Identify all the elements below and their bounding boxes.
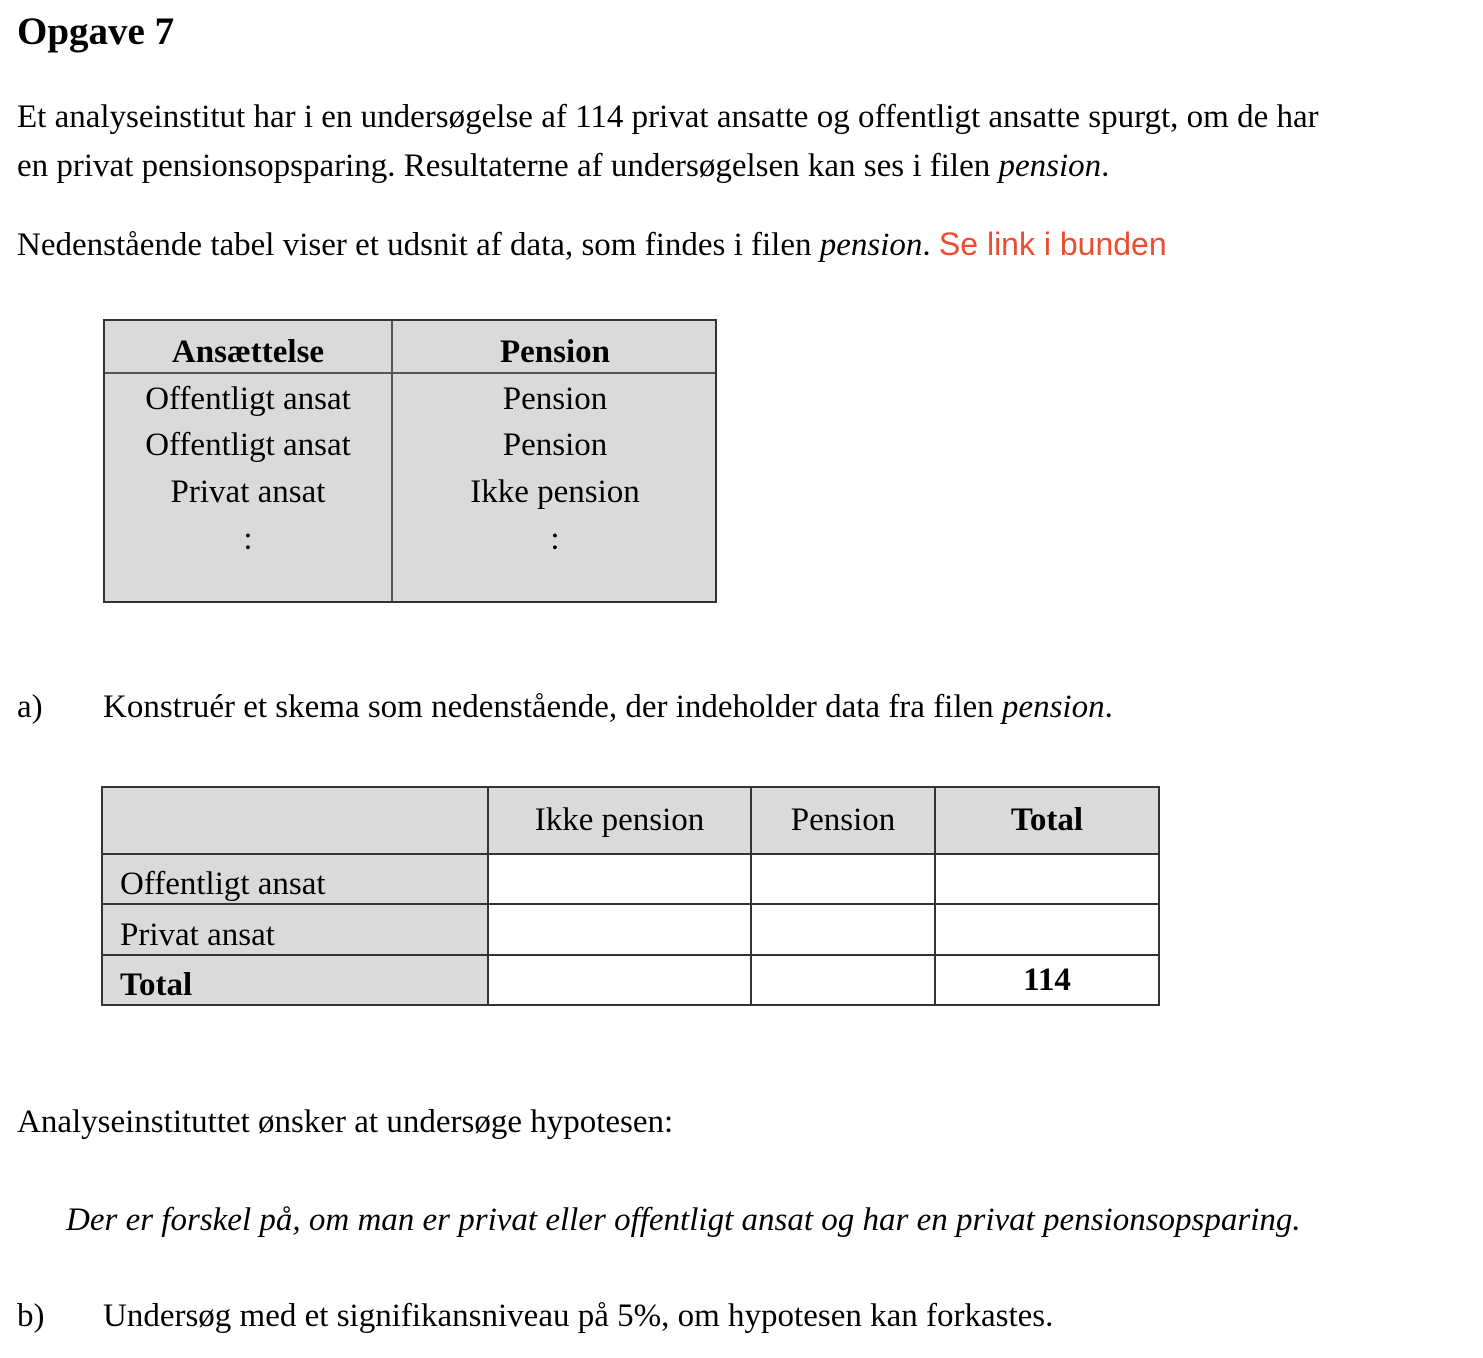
answer-cell[interactable] [751, 955, 935, 1005]
col-header-no-pension: Ikke pension [488, 787, 751, 854]
sample-cell: Privat ansat [170, 474, 326, 510]
answer-cell[interactable] [935, 854, 1159, 904]
intro-paragraph [17, 93, 1319, 191]
col-header-total: Total [935, 787, 1159, 854]
file-name: pension [819, 227, 923, 263]
hypothesis-statement [66, 1196, 1301, 1245]
question-a-body: Konstruér et skema som nedenstående, der indeholder data fra filen [103, 689, 1002, 725]
header-pension: Pension [499, 334, 611, 370]
sample-cell: Ikke pension [470, 474, 640, 510]
task-title: Opgave 7 [17, 10, 175, 53]
question-b-label: b) [17, 1298, 45, 1334]
hypothesis-text: Der er forskel på, om man er privat eller offentligt ansat og har en privat pensionsopsparing. [66, 1202, 1301, 1238]
ellipsis-cell: : [550, 521, 560, 557]
row-label-total: Total [102, 955, 488, 1005]
question-b-text: Undersøg med et signifikansniveau på 5%, om hypotesen kan forkastes. [103, 1298, 1054, 1334]
grand-total-cell: 114 [935, 955, 1159, 1005]
table-intro [17, 220, 1167, 270]
answer-cell[interactable] [488, 955, 751, 1005]
answer-cell[interactable] [751, 854, 935, 904]
row-label-private: Privat ansat [102, 904, 488, 955]
answer-cell[interactable] [488, 854, 751, 904]
crosstab-skeleton-table [101, 786, 1160, 1006]
question-a-end: . [1104, 689, 1113, 725]
table-intro-end: . [922, 227, 931, 263]
sample-cell: Pension [502, 381, 608, 417]
see-link-text[interactable]: Se link i bunden [938, 226, 1167, 262]
ellipsis-cell: : [243, 521, 253, 557]
sample-cell: Pension [502, 427, 608, 463]
col-header-pension: Pension [751, 787, 935, 854]
file-name: pension [998, 148, 1102, 184]
sample-cell: Offentligt ansat [145, 427, 351, 463]
row-label-public: Offentligt ansat [102, 854, 488, 904]
answer-cell[interactable] [751, 904, 935, 955]
sample-data-table [103, 319, 717, 603]
header-divider [105, 372, 715, 374]
table-intro-text: Nedenstående tabel viser et udsnit af data, som findes i filen [17, 227, 820, 263]
file-name: pension [1001, 689, 1105, 725]
header-employment: Ansættelse [171, 334, 325, 370]
intro-line-2-end: . [1101, 148, 1110, 184]
question-a-text [103, 683, 1113, 732]
corner-cell [102, 787, 488, 854]
sample-cell: Offentligt ansat [145, 381, 351, 417]
answer-cell[interactable] [488, 904, 751, 955]
question-a-label: a) [17, 689, 43, 725]
answer-cell[interactable] [935, 904, 1159, 955]
hypothesis-intro: Analyseinstituttet ønsker at undersøge hypotesen: [17, 1104, 674, 1140]
intro-line-1: Et analyseinstitut har i en undersøgelse af 114 privat ansatte og offentligt ansatte spurgt, om de har [17, 99, 1319, 135]
intro-line-2: en privat pensionsopsparing. Resultaterne af undersøgelsen kan ses i filen [17, 148, 999, 184]
